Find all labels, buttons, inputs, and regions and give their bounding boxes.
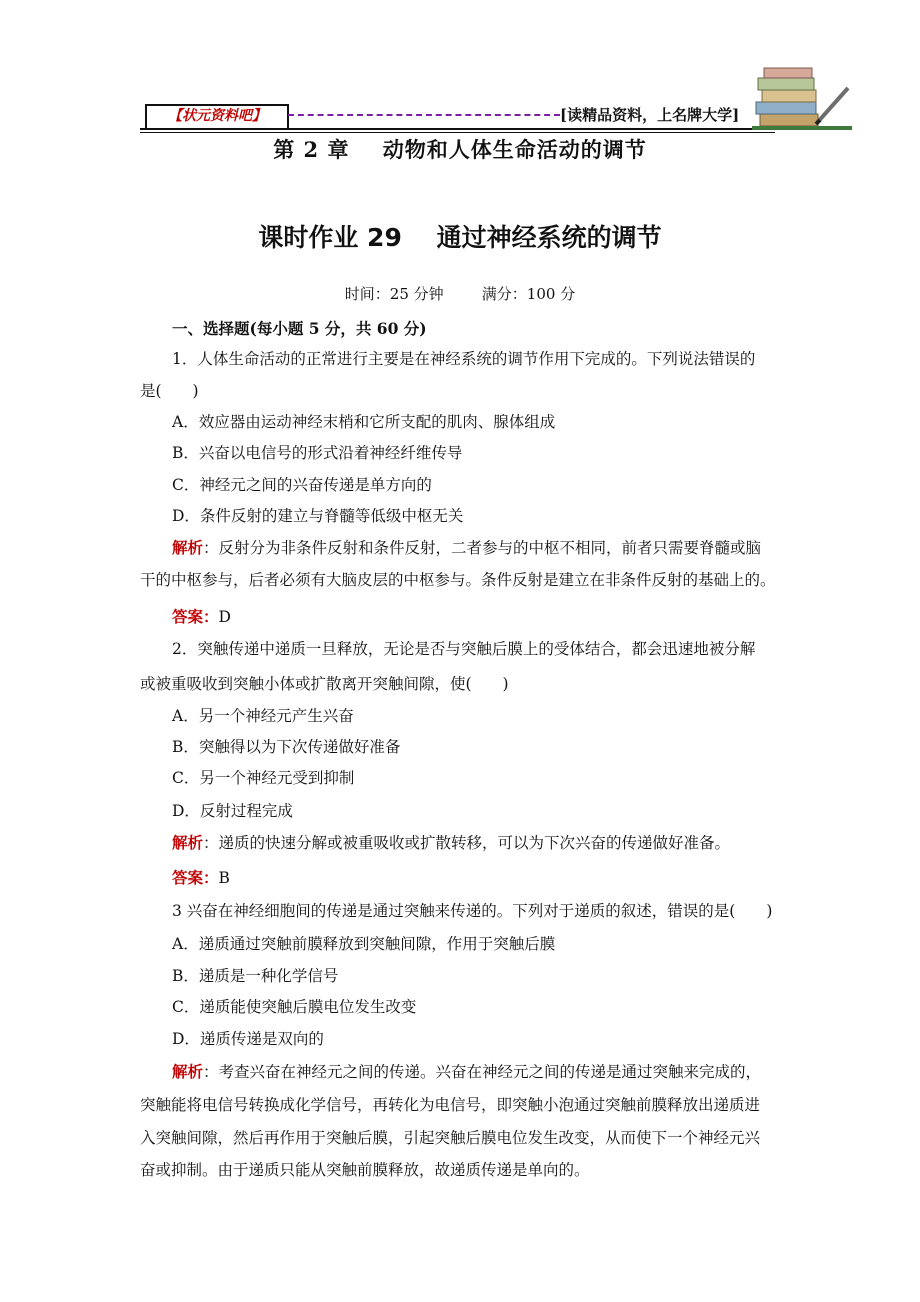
brand-label: 【状元资料吧】 — [145, 104, 289, 130]
q3-option-b: B．递质是一种化学信号 — [172, 967, 339, 985]
q1-option-d: D．条件反射的建立与脊髓等低级中枢无关 — [172, 507, 464, 525]
answer-label: 答案： — [172, 868, 219, 887]
time-score-info: 时间：25 分钟 满分：100 分 — [344, 285, 576, 303]
q1-option-a: A．效应器由运动神经末梢和它所支配的肌肉、腺体组成 — [172, 413, 556, 431]
q3-analysis-text1: ：考查兴奋在神经元之间的传递。兴奋在神经元之间的传递是通过突触来完成的， — [203, 1063, 762, 1081]
q2-analysis-text1: ：递质的快速分解或被重吸收或扩散转移，可以为下次兴奋的传递做好准备。 — [203, 834, 731, 852]
q3-analysis-line1 — [172, 1061, 761, 1083]
q3-analysis-line3: 入突触间隙，然后再作用于突触后膜，引起突触后膜电位发生改变，从而使下一个神经元兴 — [140, 1129, 761, 1147]
analysis-label: 解析 — [172, 1062, 204, 1081]
q2-option-c: C．另一个神经元受到抑制 — [172, 769, 355, 787]
q3-stem-line1: 3 兴奋在神经细胞间的传递是通过突触来传递的。下列对于递质的叙述，错误的是( ) — [172, 902, 773, 920]
q1-option-b: B．兴奋以电信号的形式沿着神经纤维传导 — [172, 444, 463, 462]
q2-answer — [172, 867, 230, 889]
page-header — [0, 0, 920, 162]
chapter-title: 第 2 章 动物和人体生命活动的调节 — [273, 137, 647, 162]
q1-answer — [172, 606, 231, 628]
header-rule — [140, 128, 775, 130]
q1-option-c: C．神经元之间的兴奋传递是单方向的 — [172, 476, 432, 494]
analysis-label: 解析 — [172, 538, 204, 557]
q2-stem-line1: 2．突触传递中递质一旦释放，无论是否与突触后膜上的受体结合，都会迅速地被分解 — [172, 640, 756, 658]
section-heading: 一、选择题(每小题 5 分，共 60 分) — [172, 319, 427, 338]
q2-option-b: B．突触得以为下次传递做好准备 — [172, 738, 401, 756]
q1-analysis-text1: ：反射分为非条件反射和条件反射，二者参与的中枢不相同，前者只需要脊髓或脑 — [203, 539, 762, 557]
header-slogan: [读精品资料，上名牌大学] — [560, 106, 740, 124]
q3-option-c: C．递质能使突触后膜电位发生改变 — [172, 998, 417, 1016]
q1-analysis-line1 — [172, 537, 761, 559]
answer-label: 答案： — [172, 607, 219, 626]
q3-option-d: D．递质传递是双向的 — [172, 1030, 324, 1048]
q1-stem-line2: 是( ) — [140, 382, 199, 400]
q2-option-d: D．反射过程完成 — [172, 802, 293, 820]
q1-stem-line1: 1．人体生命活动的正常进行主要是在神经系统的调节作用下完成的。下列说法错误的 — [172, 350, 756, 368]
q2-option-a: A．另一个神经元产生兴奋 — [172, 707, 354, 725]
q3-analysis-line4: 奋或抑制。由于递质只能从突触前膜释放，故递质传递是单向的。 — [140, 1161, 590, 1179]
header-rule-thin — [140, 132, 775, 133]
q1-answer-value: D — [218, 608, 231, 626]
header-dashed-rule — [288, 114, 560, 116]
page-title: 课时作业 29 通过神经系统的调节 — [258, 223, 662, 252]
q2-analysis-line1 — [172, 832, 730, 854]
q2-answer-value: B — [218, 869, 230, 887]
q1-analysis-line2: 干的中枢参与，后者必须有大脑皮层的中枢参与。条件反射是建立在非条件反射的基础上的。 — [140, 571, 776, 589]
books-pencil-icon — [752, 62, 852, 134]
q2-stem-line2: 或被重吸收到突触小体或扩散离开突触间隙，使( ) — [140, 675, 509, 693]
q3-option-a: A．递质通过突触前膜释放到突触间隙，作用于突触后膜 — [172, 935, 556, 953]
q3-analysis-line2: 突触能将电信号转换成化学信号，再转化为电信号，即突触小泡通过突触前膜释放出递质进 — [140, 1096, 761, 1114]
analysis-label: 解析 — [172, 833, 204, 852]
